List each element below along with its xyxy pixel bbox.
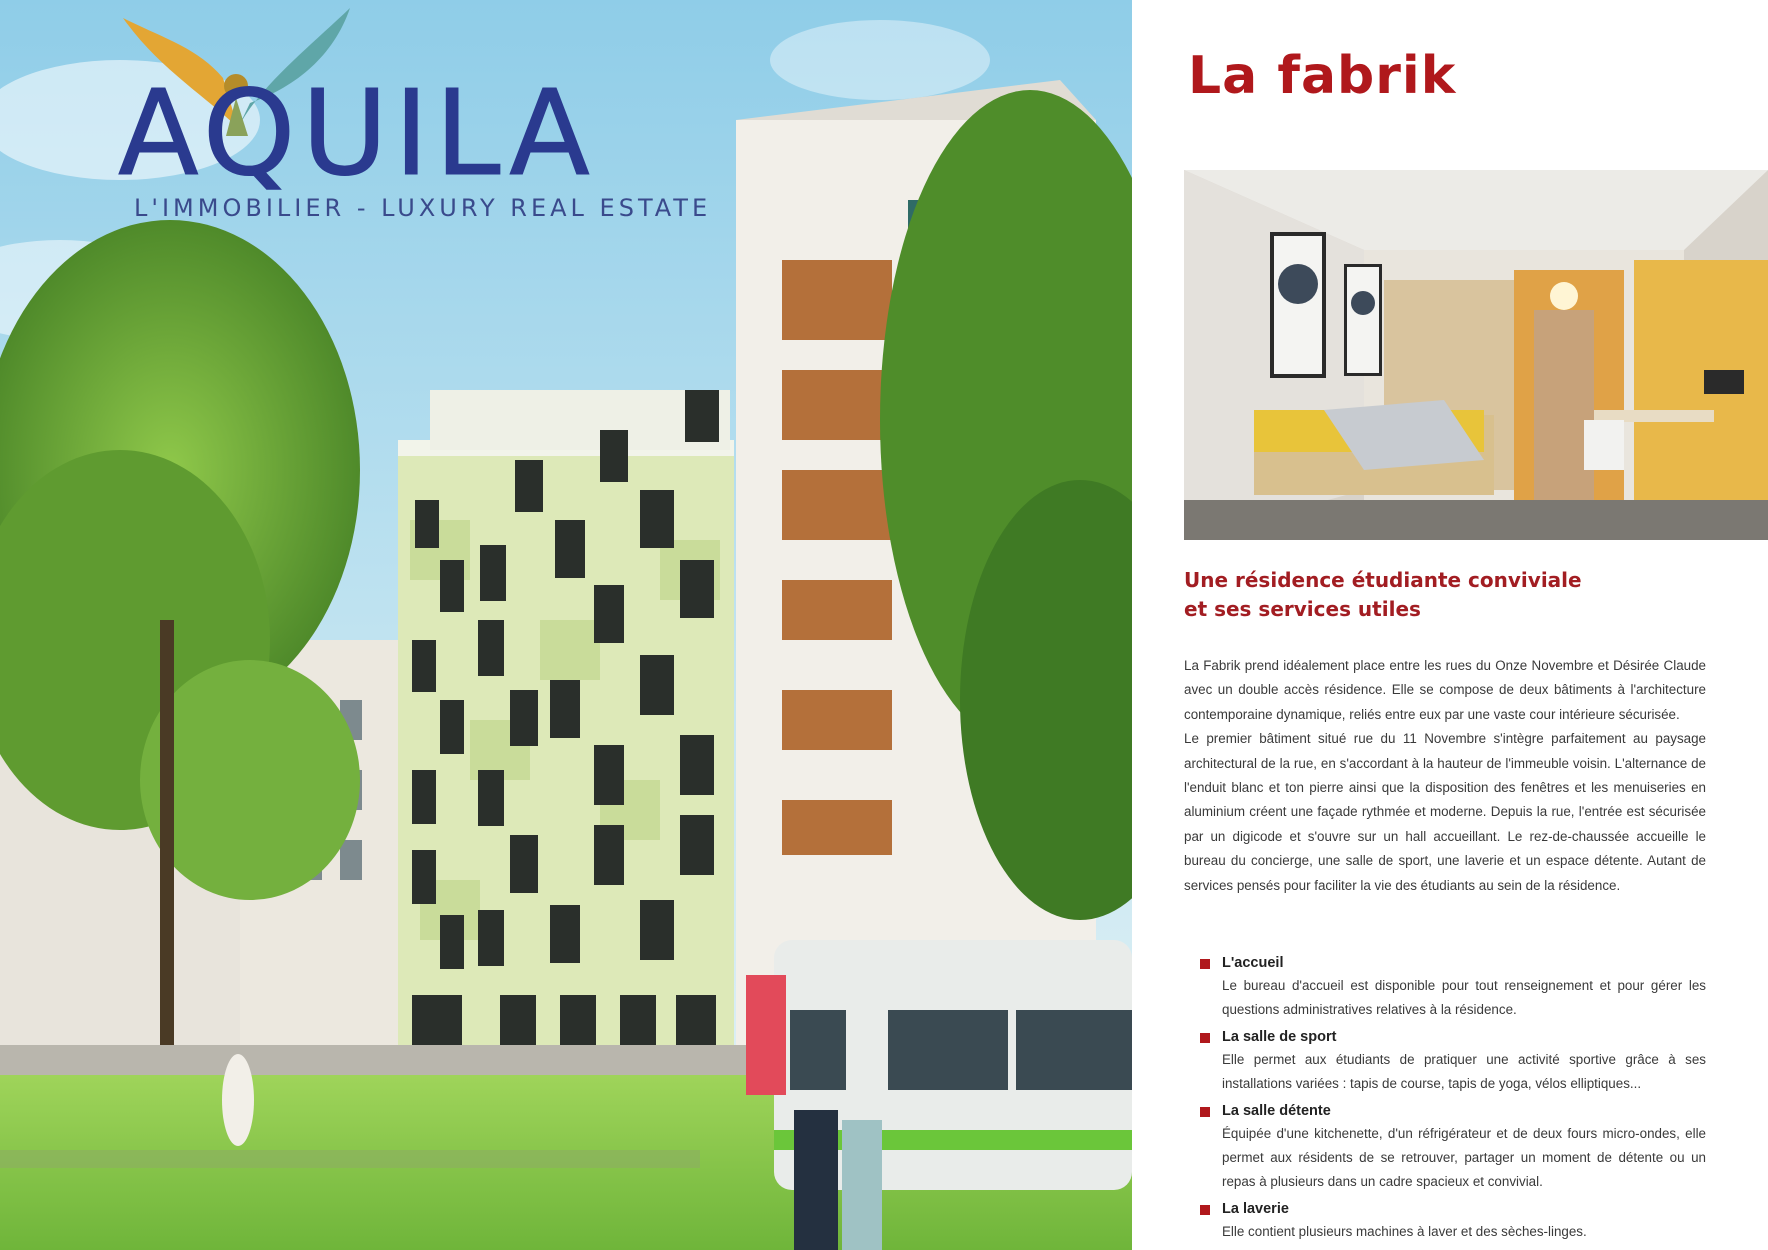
service-title: L'accueil [1222, 955, 1284, 971]
service-title: La salle de sport [1222, 1029, 1337, 1045]
page-title: La fabrik [1188, 46, 1457, 106]
square-bullet-icon [1200, 1033, 1210, 1043]
service-description: Elle contient plusieurs machines à laver et des sèches-linges. [1222, 1224, 1587, 1239]
square-bullet-icon [1200, 959, 1210, 969]
brand-wordmark: AQUILA [118, 64, 596, 202]
subheading-line-1: Une résidence étudiante conviviale [1184, 568, 1582, 592]
article-body [1184, 654, 1706, 898]
subheading-line-2: et ses services utiles [1184, 597, 1421, 621]
square-bullet-icon [1200, 1107, 1210, 1117]
service-item [1200, 1100, 1706, 1194]
room-photo [1184, 170, 1768, 540]
body-paragraph: Le premier bâtiment situé rue du 11 Novembre s'intègre parfaitement au paysage architectural de la rue, en s'accordant à la hauteur de l'immeuble voisin. L'alternance de l'enduit blanc et ton pierre ainsi que la disposition des fenêtres et les menuiseries en aluminium créent une façade rythmée et moderne. Depuis la rue, l'entrée est sécurisée par un digicode et s'ouvre sur un hall accueillant. Le rez-de-chaussée accueille le bureau du concierge, une salle de sport, une laverie et un espace détente. Autant de services pensés pour faciliter la vie des étudiants au sein de la résidence. [1184, 731, 1706, 893]
service-description: Elle permet aux étudiants de pratiquer une activité sportive grâce à ses installations variées : tapis de course, tapis de yoga, vélos elliptiques... [1222, 1052, 1706, 1091]
brand-tagline: L'IMMOBILIER - LUXURY REAL ESTATE [134, 194, 712, 222]
square-bullet-icon [1200, 1205, 1210, 1215]
body-paragraph: La Fabrik prend idéalement place entre les rues du Onze Novembre et Désirée Claude avec un double accès résidence. Elle se compose de deux bâtiments à l'architecture contemporaine dynamique, reliés entre eux par une vaste cour intérieure sécurisée. [1184, 658, 1706, 722]
aquila-logo [118, 8, 758, 228]
service-item [1200, 952, 1706, 1022]
article-column [1132, 0, 1768, 1250]
service-title: La salle détente [1222, 1103, 1331, 1119]
services-list [1200, 952, 1706, 1248]
service-item [1200, 1198, 1706, 1244]
service-title: La laverie [1222, 1201, 1289, 1217]
service-item [1200, 1026, 1706, 1096]
service-description: Le bureau d'accueil est disponible pour tout renseignement et pour gérer les questions administratives relatives à la résidence. [1222, 978, 1706, 1017]
student-room-image [1184, 170, 1768, 540]
service-description: Équipée d'une kitchenette, d'un réfrigérateur et de deux fours micro-ondes, elle permet aux résidents de se retrouver, partager un moment de détente ou un repas à plusieurs dans un cadre spacieux et convivial. [1222, 1126, 1706, 1189]
section-subheading [1184, 566, 1744, 624]
